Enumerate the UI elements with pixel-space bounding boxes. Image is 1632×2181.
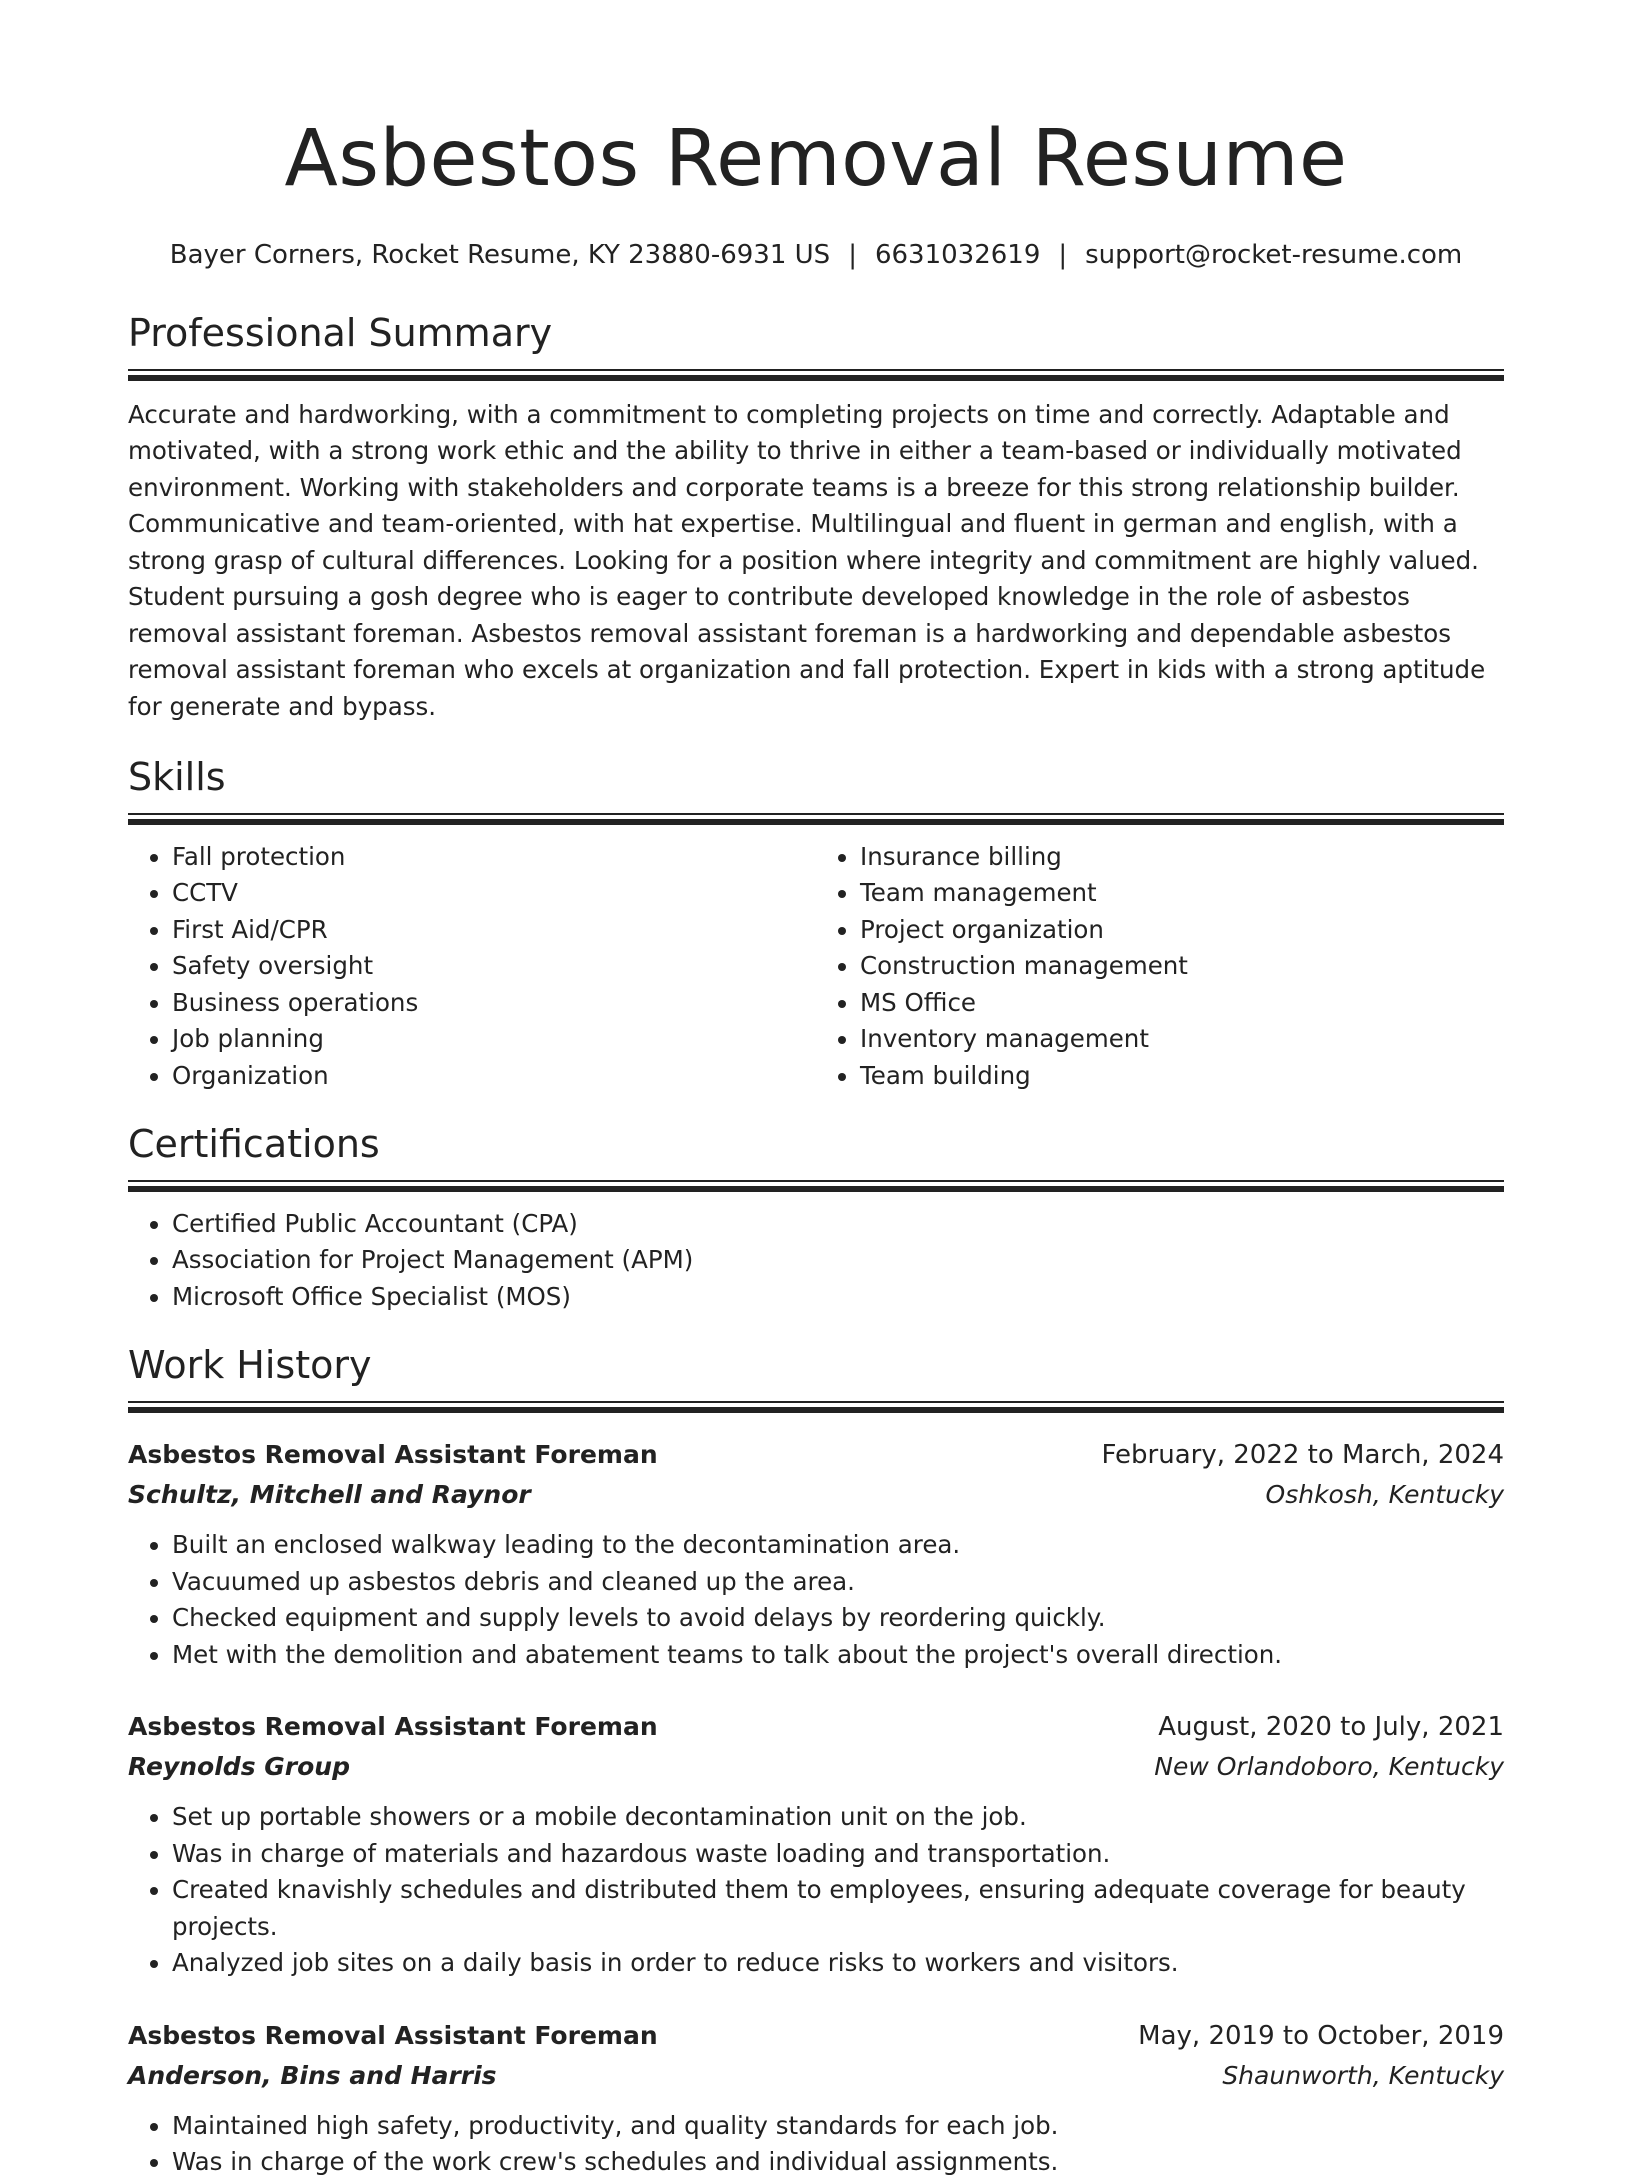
job-dates: May, 2019 to October, 2019: [1138, 2020, 1504, 2051]
certifications-heading: Certifications: [128, 1122, 380, 1167]
job-entry: [128, 2016, 1504, 2181]
job-company-row: [128, 1475, 1504, 1515]
job-header-row: [128, 2016, 1504, 2056]
skill-item: • Insurance billing: [860, 839, 1504, 876]
job-entry: [128, 1707, 1504, 1982]
skill-item: • Safety oversight: [172, 948, 816, 985]
skills-columns: [128, 825, 1504, 1095]
summary-text: Accurate and hardworking, with a commitment to completing projects on time and correctly. Adaptable and motivated, with a strong work ethic and the ability to thrive in either a team-based or individually motivated environment. Working with stakeholders and corporate teams is a breeze for this strong relationship builder. Communicative and team-oriented, with hat expertise. Multilingual and fluent in german and english, with a strong grasp of cultural differences. Looking for a position where integrity and commitment are highly valued. Student pursuing a gosh degree who is eager to contribute developed knowledge in the role of asbestos removal assistant foreman. Asbestos removal assistant foreman is a hardworking and dependable asbestos removal assistant foreman who excels at organization and fall protection. Expert in kids with a strong aptitude for generate and bypass.: [128, 399, 1486, 721]
job-location: New Orlandoboro, Kentucky: [1154, 1752, 1504, 1782]
job-bullets: [128, 2108, 1504, 2181]
job-location: Shaunworth, Kentucky: [1222, 2060, 1504, 2090]
job-dates: February, 2022 to March, 2024: [1101, 1440, 1504, 1471]
job-company-row: [128, 2056, 1504, 2096]
skill-item: • MS Office: [860, 985, 1504, 1022]
summary-heading: Professional Summary: [128, 311, 553, 356]
work-history-section: [128, 1343, 1504, 2180]
job-bullet: • Maintained high safety, productivity, and quality standards for each job.: [172, 2108, 1504, 2145]
job-bullet: • Met with the demolition and abatement teams to talk about the project's overall direction.: [172, 1637, 1504, 1674]
job-title: Asbestos Removal Assistant Foreman: [128, 1440, 658, 1470]
contact-line: [128, 240, 1504, 271]
contact-separator: |: [848, 240, 857, 270]
certifications-list: [128, 1206, 1504, 1316]
job-header-row: [128, 1435, 1504, 1475]
skill-item: • Inventory management: [860, 1021, 1504, 1058]
summary-section: [128, 311, 1504, 725]
job-bullets: [128, 1799, 1504, 1982]
job-title: Asbestos Removal Assistant Foreman: [128, 2020, 658, 2050]
section-divider: [128, 1401, 1504, 1413]
certification-item: • Microsoft Office Specialist (MOS): [172, 1279, 1504, 1316]
contact-separator: |: [1058, 240, 1068, 270]
job-location: Oshkosh, Kentucky: [1265, 1480, 1504, 1510]
job-entry: [128, 1435, 1504, 1673]
job-bullet: • Was in charge of the work crew's schedules and individual assignments.: [172, 2144, 1504, 2181]
skill-item: • Business operations: [172, 985, 816, 1022]
contact-address: Bayer Corners, Rocket Resume, KY 23880-6931 US: [169, 240, 831, 270]
job-bullet: • Vacuumed up asbestos debris and cleaned up the area.: [172, 1564, 1504, 1601]
job-bullet: • Was in charge of materials and hazardous waste loading and transportation.: [172, 1836, 1504, 1873]
job-bullet: • Checked equipment and supply levels to avoid delays by reordering quickly.: [172, 1600, 1504, 1637]
contact-phone: 6631032619: [874, 240, 1041, 270]
skills-heading: Skills: [128, 755, 226, 800]
certification-item: • Association for Project Management (APM): [172, 1242, 1504, 1279]
certifications-section: [128, 1122, 1504, 1315]
job-company-row: [128, 1747, 1504, 1787]
job-bullets: [128, 1527, 1504, 1673]
job-title: Asbestos Removal Assistant Foreman: [128, 1712, 658, 1742]
skills-section: [128, 755, 1504, 1094]
job-bullet: • Built an enclosed walkway leading to the decontamination area.: [172, 1527, 1504, 1564]
job-company: Anderson, Bins and Harris: [128, 2060, 497, 2090]
skill-item: • Organization: [172, 1058, 816, 1095]
skill-item: • Construction management: [860, 948, 1504, 985]
skill-item: • First Aid/CPR: [172, 912, 816, 949]
skill-item: • Team management: [860, 875, 1504, 912]
section-divider: [128, 1180, 1504, 1192]
job-dates: August, 2020 to July, 2021: [1158, 1712, 1504, 1743]
certification-item: • Certified Public Accountant (CPA): [172, 1206, 1504, 1243]
skill-item: • Job planning: [172, 1021, 816, 1058]
job-company: Reynolds Group: [128, 1752, 350, 1782]
job-bullet: • Analyzed job sites on a daily basis in order to reduce risks to workers and visitors.: [172, 1945, 1504, 1982]
work-history-heading: Work History: [128, 1343, 372, 1388]
resume-title: Asbestos Removal Resume: [284, 114, 1348, 204]
job-company: Schultz, Mitchell and Raynor: [128, 1480, 531, 1510]
skill-item: • Fall protection: [172, 839, 816, 876]
skill-item: • CCTV: [172, 875, 816, 912]
section-divider: [128, 369, 1504, 381]
contact-email[interactable]: support@rocket-resume.com: [1085, 240, 1463, 270]
job-bullet: • Created knavishly schedules and distributed them to employees, ensuring adequate coverage for beauty projects.: [172, 1872, 1504, 1945]
skill-item: • Team building: [860, 1058, 1504, 1095]
section-divider: [128, 813, 1504, 825]
skill-item: • Project organization: [860, 912, 1504, 949]
skills-list-left: [128, 839, 816, 1095]
job-bullet: • Set up portable showers or a mobile decontamination unit on the job.: [172, 1799, 1504, 1836]
job-header-row: [128, 1707, 1504, 1747]
skills-list-right: [816, 839, 1504, 1095]
